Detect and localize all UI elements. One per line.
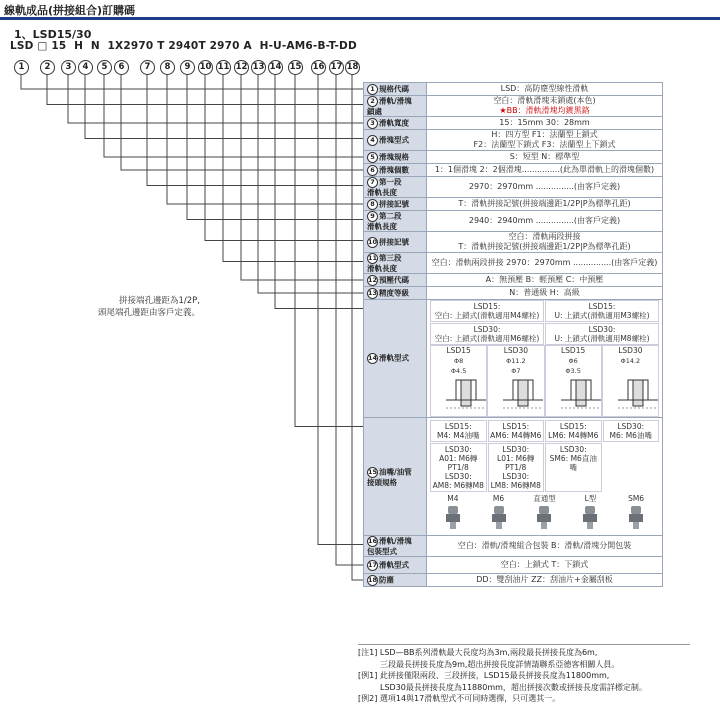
spec-row-18 — [364, 574, 663, 587]
rail-drawing-title: LSD30 — [503, 346, 528, 355]
fitting-item — [442, 494, 464, 533]
row-number-badge: 6 — [367, 165, 378, 176]
spec-row-8 — [364, 198, 663, 211]
spec-value-line: F2：法蘭型下鎖式 F3：法蘭型上下鎖式 — [473, 140, 616, 149]
grease-nipple-icon — [533, 504, 555, 530]
grid-cell-text: SM6: M6直油嘴 — [549, 454, 597, 472]
grid-cell-text: LM6: M4轉M6 — [548, 431, 599, 440]
spec-label-text: 滑軌/滑塊 鎖處 — [367, 96, 412, 116]
grid-cell-text: LSD15: — [588, 302, 616, 311]
row-number-badge: 3 — [367, 118, 378, 129]
connector-line-1 — [21, 74, 363, 89]
spec-value-line: T：滑軌拼接記號(拼接端邊距1/2P|P為標準孔距) — [458, 242, 631, 251]
grid-cell — [545, 420, 602, 442]
rail-dim-outer: Φ6 — [568, 357, 578, 365]
rail-drawing-title: LSD15 — [560, 346, 586, 355]
grid-cell-text: LSD30: — [588, 325, 616, 334]
rail-dim-inner: Φ4.5 — [450, 367, 467, 375]
connector-line-17 — [336, 74, 363, 565]
spec-label — [364, 536, 427, 557]
connector-line-13 — [258, 74, 363, 293]
spec-row-9 — [364, 211, 663, 232]
grid-cell-text: U: 上鎖式(滑軌適用M8螺栓) — [554, 334, 650, 343]
spec-label — [364, 287, 427, 300]
grid-cell-text: LSD30: — [473, 325, 501, 334]
grid-cell-text: M6: M6油嘴 — [609, 431, 652, 440]
spec-label-text: 滑軌寬度 — [379, 118, 409, 127]
code-circle-6: 6 — [114, 60, 129, 75]
page-title: 線軌成品(拼接組合)訂購碼 — [4, 4, 136, 17]
connector-line-11 — [223, 74, 363, 262]
grid-cell-text: LSD30: — [559, 445, 587, 454]
spec-label — [364, 300, 427, 418]
spec-row-12 — [364, 274, 663, 287]
spec-label — [364, 83, 427, 96]
note-line: 三段最長拼接長度為9m,超出拼接長度詳情請聯系亞德客相關人員。 — [380, 659, 620, 669]
spec-row-5 — [364, 151, 663, 164]
spec-value — [427, 96, 663, 117]
rail-dim-outer: Φ11.2 — [506, 357, 526, 365]
spec-label-text: 第二段 滑軌長度 — [367, 211, 402, 231]
rail-drawing — [545, 345, 602, 417]
spec-row-11 — [364, 253, 663, 274]
rail-cross-section-icon — [503, 378, 543, 412]
connector-line-3 — [68, 74, 363, 123]
spec-label-text: 拼接記號 — [379, 237, 409, 246]
spec-value — [427, 130, 663, 151]
spec-label — [364, 557, 427, 574]
fitting-item — [533, 494, 556, 533]
fitting-grid — [430, 420, 659, 492]
section-subtitle: 1、LSD15/30 — [14, 28, 92, 41]
spec-value-line: 空白：滑軌滑塊未鎖處(本色) — [493, 96, 596, 105]
spec-label — [364, 274, 427, 287]
spec-row-1 — [364, 83, 663, 96]
grid-cell — [430, 420, 487, 442]
grid-cell — [488, 420, 545, 442]
fitting-label: M6 — [492, 494, 505, 503]
row-number-badge: 16 — [368, 537, 378, 545]
grid-cell-text: LSD30: — [502, 445, 530, 454]
connector-line-6 — [121, 74, 363, 170]
spec-value: LSD：高防塵型線性滑軌 — [427, 83, 663, 96]
spec-label-text: 油嘴/油管 接頭規格 — [367, 467, 412, 487]
spec-row-15 — [364, 418, 663, 536]
spec-value: DD：雙刮油片 ZZ：刮油片+金屬刮板 — [427, 574, 663, 587]
spec-label-text: 滑塊個數 — [379, 165, 409, 174]
fitting-item — [625, 494, 647, 533]
spec-label-text: 滑軌型式 — [379, 353, 409, 363]
grid-cell-text: M4: M4油嘴 — [437, 431, 480, 440]
row-number-badge: 10 — [368, 237, 378, 246]
spec-label-text: 預壓代碼 — [379, 275, 409, 284]
spec-label-text: 滑軌型式 — [379, 560, 409, 569]
row-number-badge: 14 — [368, 354, 378, 362]
connector-line-15 — [295, 74, 363, 427]
spec-label — [364, 198, 427, 211]
connector-line-16 — [318, 74, 363, 545]
spec-label — [364, 177, 427, 198]
rail-dim-outer: Φ14.2 — [620, 357, 641, 365]
spec-row-14 — [364, 300, 663, 418]
code-circle-12: 12 — [234, 60, 249, 75]
spec-value — [427, 418, 663, 536]
notes-block — [358, 644, 690, 705]
spec-value: 空白：滑軌/滑塊組合包裝 B：滑軌/滑塊分開包裝 — [427, 536, 663, 557]
row-number-badge: 2 — [367, 96, 378, 107]
row-number-badge: 13 — [368, 288, 378, 297]
rail-cross-section-icon — [618, 378, 658, 412]
fitting-images — [430, 494, 659, 533]
rail-dim-inner: Φ3.5 — [565, 367, 581, 375]
row-number-badge: 9 — [367, 211, 378, 222]
fitting-item — [579, 494, 601, 533]
row-number-badge: 1 — [367, 84, 378, 95]
note-line: [注1] LSD—BB系列滑軌最大長度均為3m,兩段最長拼接長度為6m, — [358, 648, 598, 657]
grid-cell-text: LSD30: — [444, 445, 472, 454]
code-circle-15: 15 — [288, 60, 303, 75]
grid-cell-text: AM8: M6轉M8 — [432, 481, 484, 490]
spec-label-text: 滑塊規格 — [379, 152, 409, 161]
connector-line-18 — [352, 74, 363, 580]
connector-line-4 — [85, 74, 363, 139]
spec-row-13 — [364, 287, 663, 300]
grid-cell — [430, 443, 487, 492]
spec-value: 空白：上鎖式 T：下鎖式 — [427, 557, 663, 574]
spec-value-line: H：四方型 F1：法蘭型上鎖式 — [491, 130, 598, 139]
spec-row-2 — [364, 96, 663, 117]
spec-value-line: 空白：滑軌兩段拼接 — [508, 232, 581, 241]
spec-value: 空白：滑軌兩段拼接 2970：2970mm ...............(由客戶定義) — [427, 253, 663, 274]
fitting-label: M4 — [447, 494, 459, 503]
code-circle-14: 14 — [268, 60, 283, 75]
spec-value: N：普通級 H：高級 — [427, 287, 663, 300]
spec-label-text: 第三段 滑軌長度 — [367, 253, 402, 273]
note-line: [例1] 此拼接僅限兩段、三段拼接，LSD15最長拼接長度為11800mm, — [358, 671, 610, 680]
row-number-badge: 18 — [368, 575, 378, 584]
spec-row-17 — [364, 557, 663, 574]
rail-dim-inner: Φ7 — [511, 367, 521, 375]
connector-line-14 — [275, 74, 363, 309]
fitting-label: 直通型 — [533, 494, 556, 503]
code-circle-13: 13 — [251, 60, 266, 75]
spec-row-7 — [364, 177, 663, 198]
grease-nipple-icon — [488, 504, 510, 530]
row-number-badge: 12 — [368, 275, 378, 284]
grid-cell — [545, 323, 659, 345]
code-circle-18: 18 — [345, 60, 360, 75]
grid-cell — [430, 323, 544, 345]
rail-cross-section-icon — [561, 378, 601, 412]
grid-cell-text: LSD15: — [473, 302, 501, 311]
row-number-badge: 4 — [367, 135, 378, 146]
spec-value — [427, 300, 663, 418]
spec-table — [363, 82, 663, 587]
rail-type-grid — [430, 300, 659, 345]
grid-cell — [488, 443, 545, 492]
grid-cell — [603, 420, 660, 442]
spec-row-6 — [364, 164, 663, 177]
grease-nipple-icon — [579, 504, 601, 530]
grid-cell-text: L01: M6轉PT1/8 — [497, 454, 535, 472]
row-number-badge: 15 — [368, 467, 378, 476]
spec-label — [364, 418, 427, 536]
grid-cell-text: LSD30: — [617, 422, 645, 431]
spec-value: T：滑軌拼接記號(拼接端邊距1/2P|P為標準孔距) — [427, 198, 663, 211]
spec-value: 2970：2970mm ...............(由客戶定義) — [427, 177, 663, 198]
spec-label — [364, 211, 427, 232]
rail-dim-outer: Φ8 — [453, 357, 464, 365]
code-circle-1: 1 — [14, 60, 29, 75]
row-number-badge: 17 — [368, 560, 378, 569]
spec-label-text: 防塵 — [379, 575, 394, 584]
spec-label — [364, 164, 427, 177]
grid-cell — [430, 300, 544, 322]
row-number-badge: 8 — [367, 199, 378, 210]
spec-label — [364, 151, 427, 164]
fitting-label: L型 — [584, 494, 597, 503]
left-note-line1: 拼接端孔邊距為1/2P, — [118, 296, 200, 306]
code-circle-9: 9 — [180, 60, 195, 75]
left-note-line2: 頭尾端孔邊距由客戶定義。 — [97, 308, 200, 318]
spec-label-text: 滑軌/滑塊 包裝型式 — [367, 536, 412, 556]
note-line: LSD30最長拼接長度為11880mm，超出拼接次數或拼接長度需詳標定制。 — [380, 682, 647, 692]
grid-cell-text: 空白: 上鎖式(滑軌適用M6螺栓) — [434, 334, 540, 343]
grid-cell-text: U: 上鎖式(滑軌適用M3螺栓) — [554, 311, 650, 320]
spec-label — [364, 232, 427, 253]
code-circle-17: 17 — [329, 60, 344, 75]
connector-line-5 — [104, 74, 363, 157]
code-circle-2: 2 — [40, 60, 55, 75]
grease-nipple-icon — [442, 504, 464, 530]
spec-value: A：無預壓 B：輕預壓 C：中預壓 — [427, 274, 663, 287]
grid-cell — [545, 300, 659, 322]
spec-label-text: 精度等級 — [379, 288, 409, 297]
code-circle-7: 7 — [140, 60, 155, 75]
rail-drawing — [430, 345, 487, 417]
grease-nipple-icon — [625, 504, 647, 530]
grid-cell-text: LSD30: — [502, 472, 530, 481]
grid-cell-text: AM6: M4轉M6 — [490, 431, 542, 440]
spec-label-text: 規格代碼 — [379, 84, 409, 93]
code-circle-11: 11 — [216, 60, 231, 75]
spec-label — [364, 117, 427, 130]
spec-value-line: ★BB：滑軌滑塊均鍍黑鉻 — [499, 106, 590, 115]
rail-drawing-title: LSD15 — [446, 346, 471, 355]
grid-cell-text: LM8: M6轉M8 — [490, 481, 541, 490]
spec-row-3 — [364, 117, 663, 130]
spec-label — [364, 253, 427, 274]
grid-cell-text: LSD15: — [559, 422, 587, 431]
spec-value: 15：15mm 30：28mm — [427, 117, 663, 130]
rail-cross-section-icon — [446, 378, 486, 412]
spec-label — [364, 96, 427, 117]
grid-cell-text: LSD30: — [444, 472, 472, 481]
row-number-badge: 7 — [367, 177, 378, 188]
grid-cell-text: LSD15: — [444, 422, 472, 431]
grid-cell-text: A01: M6轉PT1/8 — [439, 454, 478, 472]
note-line: [例2] 選項14與17滑軌型式不可同時選擇，只可選其一。 — [358, 694, 561, 703]
row-number-badge: 11 — [368, 254, 378, 262]
rail-drawing — [602, 345, 659, 417]
code-circle-5: 5 — [97, 60, 112, 75]
spec-value: 2940：2940mm ...............(由客戶定義) — [427, 211, 663, 232]
grid-cell — [545, 443, 602, 492]
spec-label — [364, 574, 427, 587]
code-circle-8: 8 — [160, 60, 175, 75]
spec-row-16 — [364, 536, 663, 557]
spec-value: 1：1個滑塊 2：2個滑塊...............(此為單滑軌上的滑塊個數) — [427, 164, 663, 177]
fitting-label: SM6 — [628, 494, 645, 503]
code-circle-4: 4 — [78, 60, 93, 75]
spec-row-4 — [364, 130, 663, 151]
fitting-item — [488, 494, 510, 533]
spec-row-10 — [364, 232, 663, 253]
rail-drawing-title: LSD30 — [618, 346, 643, 355]
code-circle-10: 10 — [198, 60, 213, 75]
rail-drawings — [430, 345, 659, 417]
grid-cell-text: LSD15: — [502, 422, 530, 431]
order-code: LSD □ 15 H N 1X2970 T 2940T 2970 A H-U-AM6-B-T-DD — [10, 40, 357, 52]
connector-line-7 — [147, 74, 363, 186]
spec-label-text: 第一段 滑軌長度 — [367, 177, 402, 197]
spec-label — [364, 130, 427, 151]
spec-label-text: 拼接記號 — [379, 199, 409, 208]
spec-label-text: 滑塊型式 — [379, 135, 409, 144]
grid-cell-text: 空白: 上鎖式(滑軌適用M4螺栓) — [434, 311, 540, 320]
code-circle-16: 16 — [311, 60, 326, 75]
row-number-badge: 5 — [367, 152, 378, 163]
code-circle-3: 3 — [61, 60, 76, 75]
rail-drawing — [487, 345, 544, 417]
spec-value: S：短型 N：標準型 — [427, 151, 663, 164]
spec-value — [427, 232, 663, 253]
